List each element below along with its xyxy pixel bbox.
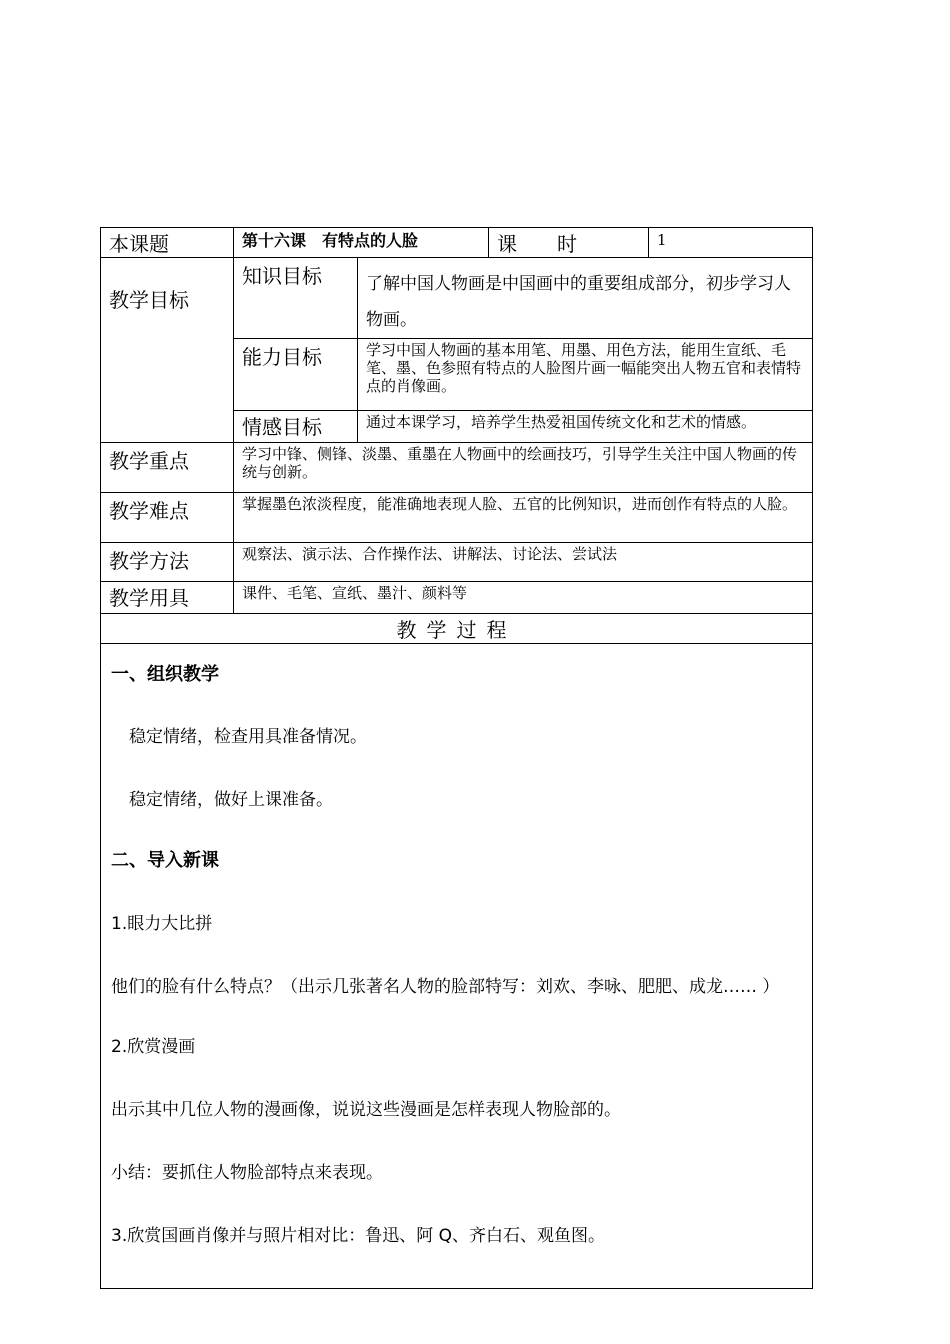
objectives-label: 教学目标 <box>101 258 234 443</box>
section1-line1: 稳定情绪，检查用具准备情况。 <box>129 727 367 747</box>
item2-summary: 小结：要抓住人物脸部特点来表现。 <box>111 1163 383 1183</box>
section2-title: 二、导入新课 <box>111 850 219 871</box>
objective-knowledge-row <box>101 258 813 339</box>
difficulties-label: 教学难点 <box>101 493 234 543</box>
tools-label: 教学用具 <box>101 582 234 614</box>
item1-text: 他们的脸有什么特点？（出示几张著名人物的脸部特写：刘欢、李咏、肥肥、成龙…… ） <box>111 977 780 997</box>
methods-label: 教学方法 <box>101 543 234 582</box>
process-content-row <box>101 644 813 1289</box>
methods-row <box>101 543 813 582</box>
section1-line2: 稳定情绪，做好上课准备。 <box>129 790 333 810</box>
ability-label: 能力目标 <box>234 339 358 411</box>
difficulties-row <box>101 493 813 543</box>
knowledge-text: 了解中国人物画是中国画中的重要组成部分，初步学习人物画。 <box>358 258 813 339</box>
ability-text: 学习中国人物画的基本用笔、用墨、用色方法，能用生宣纸、毛笔、墨、色参照有特点的人脸图片画一幅能突出人物五官和表情特点的肖像画。 <box>358 339 813 411</box>
process-heading: 教学过程 <box>101 614 813 644</box>
emotion-text: 通过本课学习，培养学生热爱祖国传统文化和艺术的情感。 <box>358 411 813 443</box>
item2-text: 出示其中几位人物的漫画像，说说这些漫画是怎样表现人物脸部的。 <box>111 1100 621 1120</box>
item1-title: 1.眼力大比拼 <box>111 914 213 934</box>
topic-value: 第十六课 有特点的人脸 <box>234 228 489 258</box>
item3-title: 3.欣赏国画肖像并与照片相对比：鲁迅、阿 Q、齐白石、观鱼图。 <box>111 1226 606 1246</box>
key-points-label: 教学重点 <box>101 443 234 493</box>
difficulties-text: 掌握墨色浓淡程度，能准确地表现人脸、五官的比例知识，进而创作有特点的人脸。 <box>234 493 813 543</box>
topic-label: 本课题 <box>101 228 234 258</box>
methods-text: 观察法、演示法、合作操作法、讲解法、讨论法、尝试法 <box>234 543 813 582</box>
tools-text: 课件、毛笔、宣纸、墨汁、颜料等 <box>234 582 813 614</box>
period-value: 1 <box>649 228 813 258</box>
tools-row <box>101 582 813 614</box>
process-heading-row <box>101 614 813 644</box>
knowledge-label: 知识目标 <box>234 258 358 339</box>
item2-title: 2.欣赏漫画 <box>111 1037 196 1057</box>
emotion-label: 情感目标 <box>234 411 358 443</box>
key-points-text: 学习中锋、侧锋、淡墨、重墨在人物画中的绘画技巧，引导学生关注中国人物画的传统与创新。 <box>234 443 813 493</box>
section1-title: 一、组织教学 <box>111 664 219 685</box>
lesson-plan-table <box>100 227 813 1289</box>
topic-row <box>101 228 813 258</box>
period-label: 课 时 <box>489 228 649 258</box>
key-points-row <box>101 443 813 493</box>
process-content <box>101 644 813 1289</box>
